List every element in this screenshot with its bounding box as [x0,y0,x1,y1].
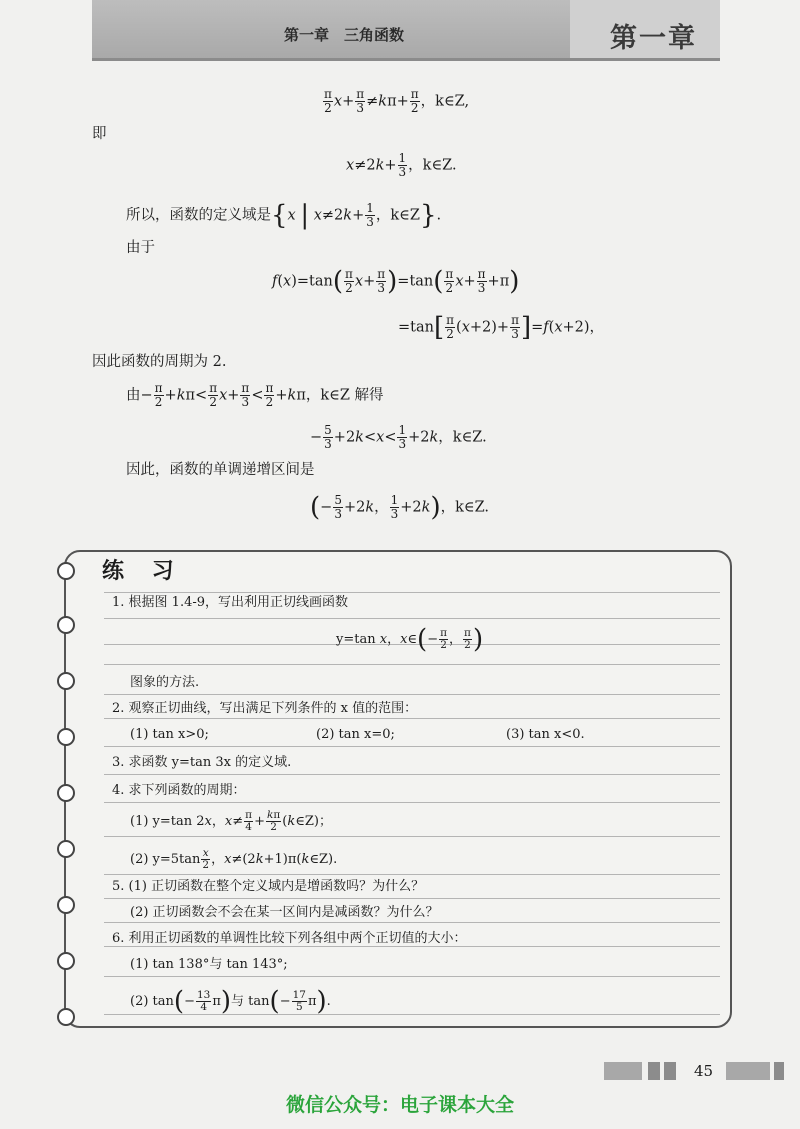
domain-text: 所以，函数的定义域是 [126,207,271,224]
period-statement: 因此函数的周期为 2. [92,354,227,370]
binder-ring [57,728,75,746]
condition: k∈Z. [422,157,457,174]
footer-bar [774,1062,784,1080]
exercise-title: 练 习 [102,559,184,584]
condition: k∈Z. [452,429,487,446]
equation-line-1: $\frac{\pi}{2}$ x+ $\frac{\pi}{3}$ ≠kπ+ $\frac{\pi}{2}$ ，k∈Z, [324,87,470,115]
question-6: 6. 利用正切函数的单调性比较下列各组中两个正切值的大小： [112,931,467,946]
text-ji: 即 [92,126,107,142]
question-5-part-1: 5. (1) 正切函数在整个定义域内是增函数吗？为什么？ [112,879,425,894]
footer-bar [648,1062,660,1080]
binder-ring [57,840,75,858]
question-2: 2. 观察正切曲线，写出满足下列条件的 x 值的范围： [112,701,418,716]
question-5-part-2: (2) 正切函数会不会在某一区间内是减函数？为什么？ [130,905,439,920]
footer-bar [726,1062,770,1080]
question-2-part-1: (1) tan x>0; [130,727,209,742]
question-2-part-2: (2) tan x=0; [316,727,395,742]
watermark: 微信公众号：电子课本大全 [285,1094,514,1116]
chapter-badge [570,0,720,58]
question-1: 1. 根据图 1.4-9，写出利用正切线画函数 [112,595,349,610]
question-4-part-2: (2) y=5tan $\frac{x}{2}$ ，x≠(2k+1)π(k∈Z). [130,847,338,871]
text-youyu: 由于 [126,240,155,256]
binder-ring [57,896,75,914]
equation-line-2: x≠2k+ $\frac{1}{3}$ ，k∈Z. [346,151,457,179]
footer-bar [664,1062,676,1080]
question-4: 4. 求下列函数的周期： [112,783,246,798]
question-1-end: 图象的方法. [130,675,200,690]
binder-ring [57,562,75,580]
binder-ring [57,616,75,634]
question-1-formula: y=tan x，x∈(− $\frac{\pi}{2}$ ， $\frac{\pi}{2}$ ) [336,624,484,655]
chapter-badge-label: 第一章 [610,23,697,54]
equation-period-2: =tan[ $\frac{\pi}{2}$ (x+2)+ $\frac{\pi}{3}$ ]=f(x+2)， [398,312,605,343]
condition: k∈Z. [455,499,490,516]
domain-statement: 所以，函数的定义域是{x | x≠2k+ $\frac{1}{3}$ ，k∈Z}. [126,200,442,231]
question-2-part-3: (3) tan x<0. [506,727,585,742]
condition: k∈Z [390,207,420,224]
text-you: 由 [126,387,141,404]
monotonic-statement: 因此，函数的单调递增区间是 [126,462,315,478]
page-number: 45 [694,1062,714,1080]
inequality-result: − $\frac{5}{3}$ +2k<x< $\frac{1}{3}$ +2k，k∈Z. [310,423,487,451]
question-4-part-1: (1) y=tan 2x，x≠ $\frac{\pi}{4}$ + $\frac{k\pi}{2}$ (k∈Z)； [130,809,332,833]
question-6-part-2: (2) tan(− $\frac{13}{4}$ π)与 tan(− $\frac{17}{5}$ π). [130,986,331,1017]
chapter-header [92,0,720,61]
binder-ring [57,672,75,690]
monotonic-interval: (− $\frac{5}{3}$ +2k， $\frac{1}{3}$ +2k)，k∈Z. [310,492,490,523]
binder-ring [57,784,75,802]
condition: k∈Z, [435,93,470,110]
binder-ring [57,952,75,970]
inequality-line: 由− $\frac{\pi}{2}$ +kπ< $\frac{\pi}{2}$ x+ $\frac{\pi}{3}$ < $\frac{\pi}{2}$ +kπ，k∈Z 解得 [126,381,384,409]
chapter-title: 第一章 三角函数 [284,26,405,44]
question-6-part-1: (1) tan 138°与 tan 143°; [130,957,288,972]
equation-period-1: f(x)=tan( $\frac{\pi}{2}$ x+ $\frac{\pi}{3}$ )=tan( $\frac{\pi}{2}$ x+ $\frac{\pi}{3}$ +π) [272,266,520,297]
condition: k∈Z 解得 [320,387,384,404]
footer-bar [604,1062,642,1080]
exercise-box [64,550,732,1028]
binder-ring [57,1008,75,1026]
question-3: 3. 求函数 y=tan 3x 的定义域. [112,755,292,770]
